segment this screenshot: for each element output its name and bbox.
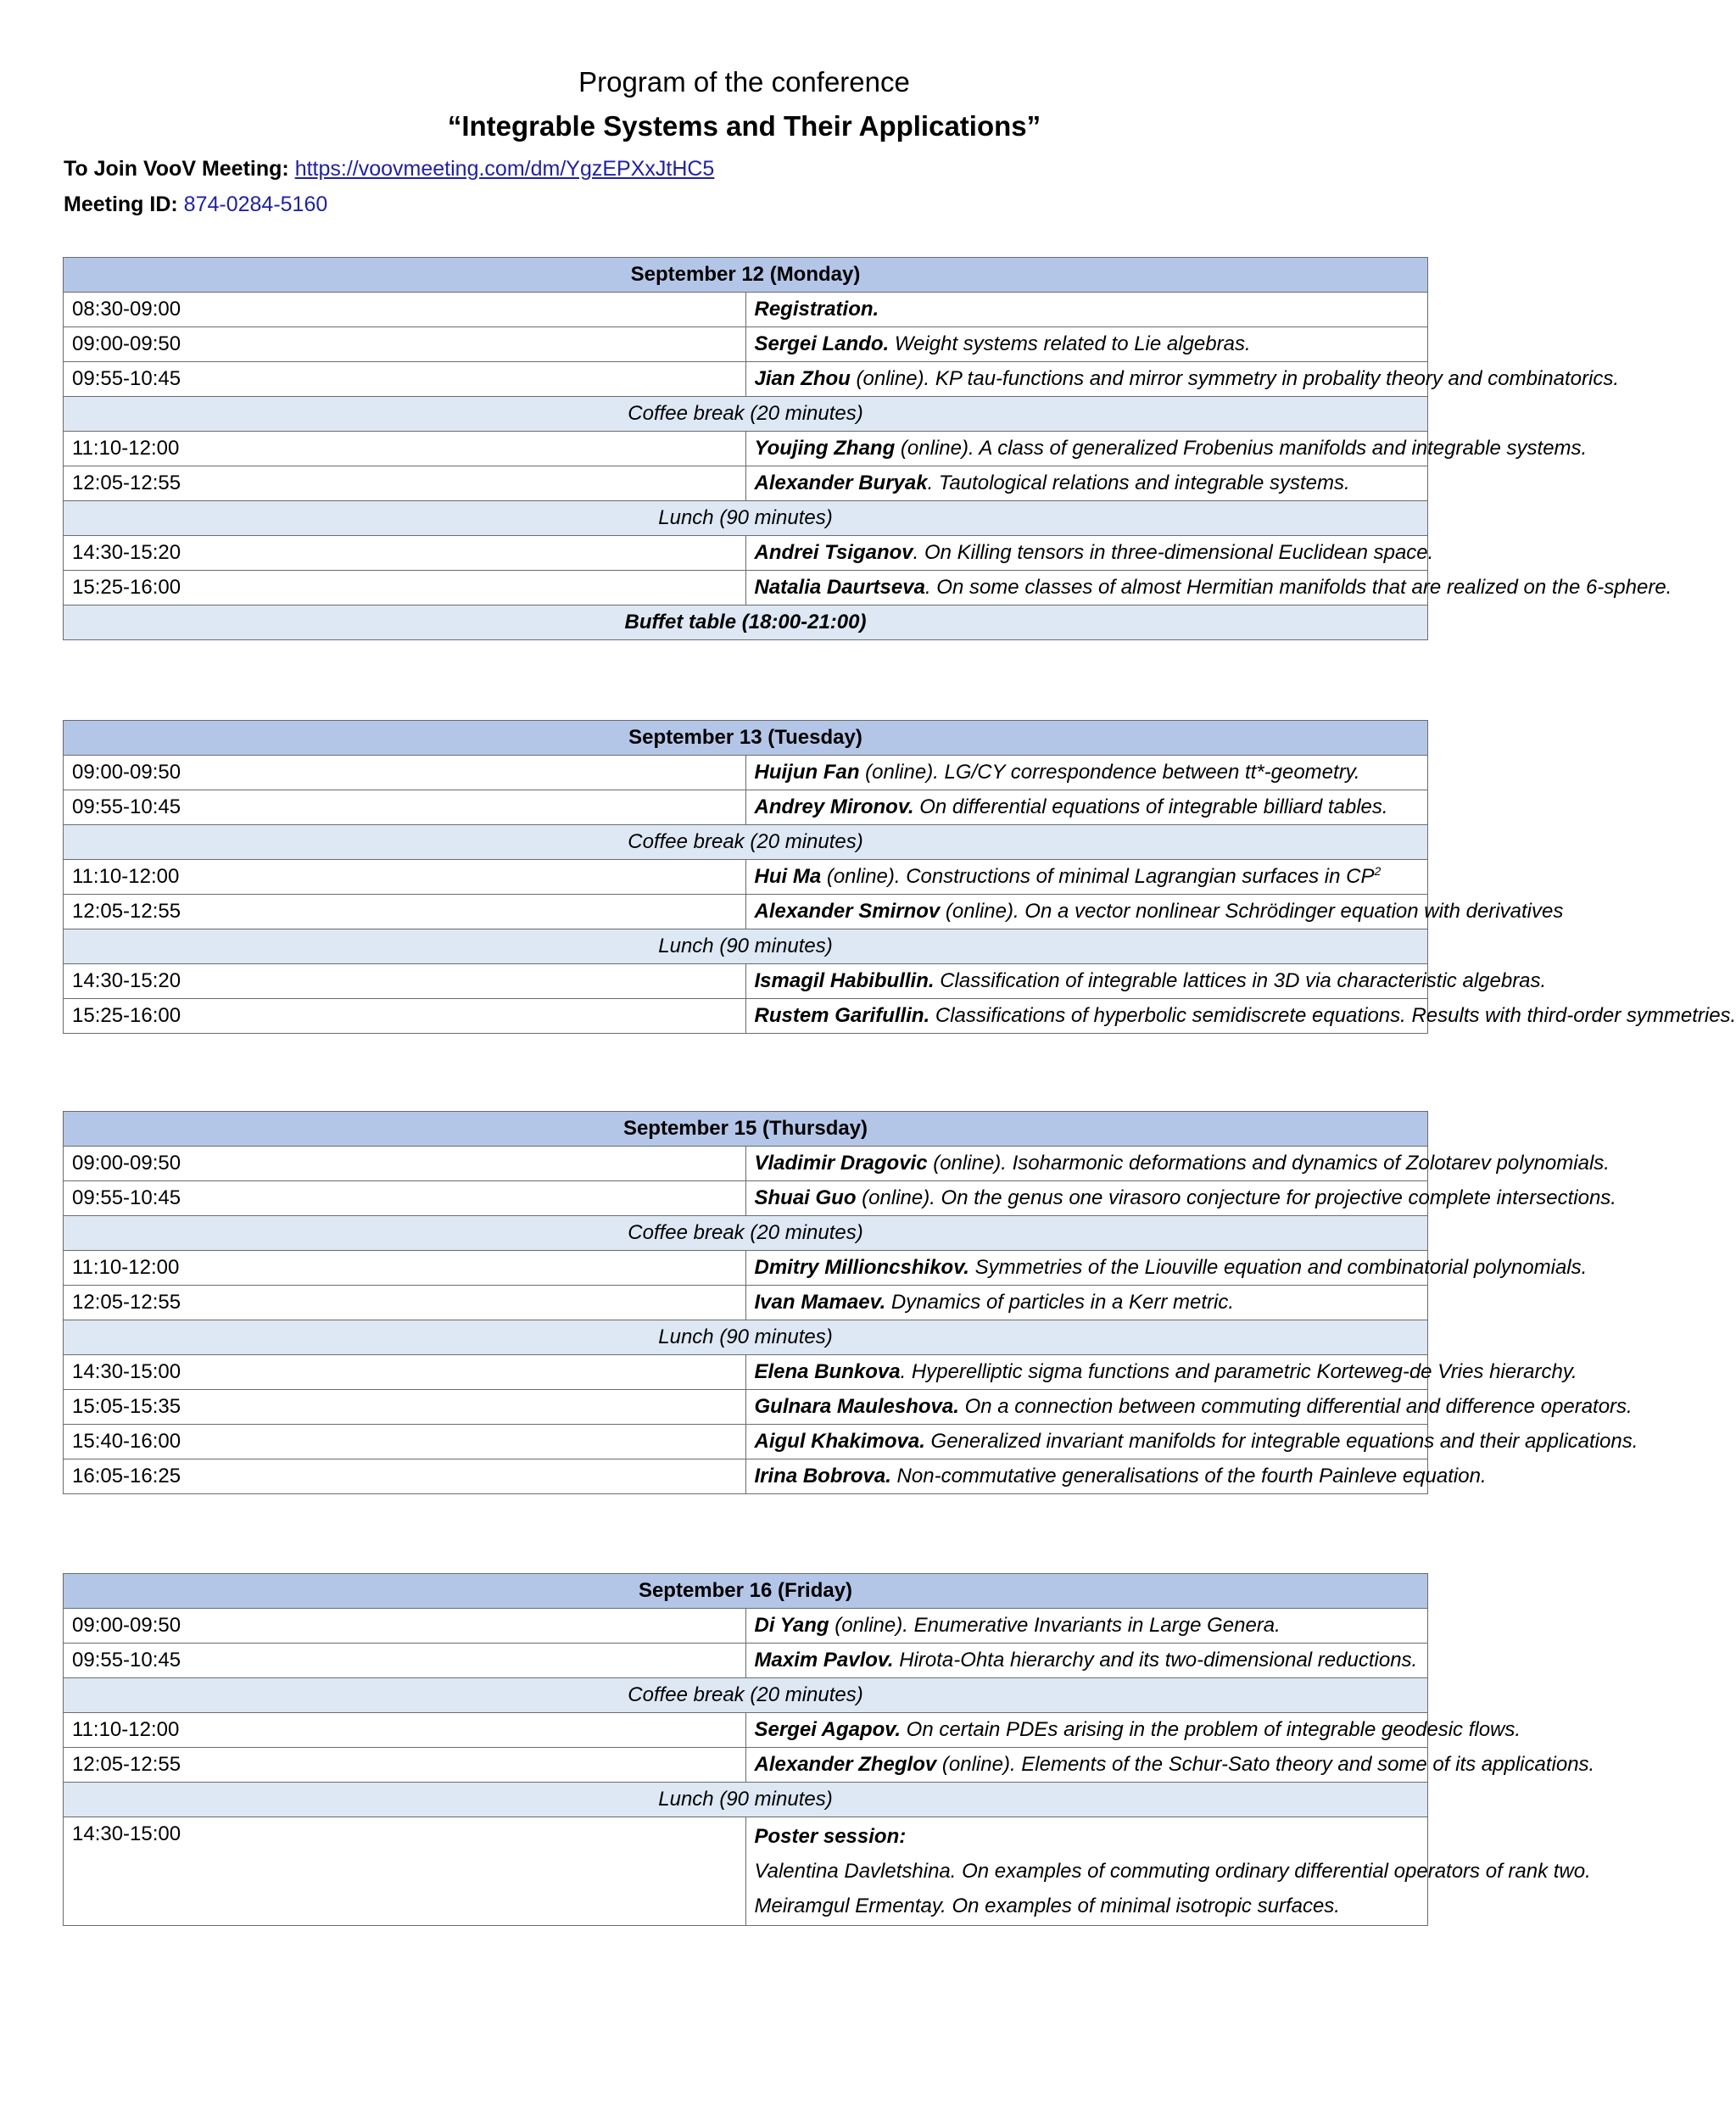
speaker-name: Elena Bunkova [754,1360,901,1383]
talk-title: Non-commutative generalisations of the fourth Painleve equation. [890,1465,1487,1487]
session-time: 15:05-15:35 [64,1390,746,1425]
talk-title: On certain PDEs arising in the problem of integrable geodesic flows. [901,1718,1521,1741]
superscript: 2 [1374,864,1382,878]
session-row [64,466,1428,501]
session-row [64,1748,1428,1783]
session-time: 09:00-09:50 [64,1609,746,1644]
speaker-name: Sergei Lando. [754,332,890,355]
talk-title: LG/CY correspondence between tt*-geometry. [938,761,1360,784]
break-label: Coffee break (20 minutes) [64,397,1428,432]
session-time: 12:05-12:55 [64,1748,746,1783]
schedule-table-sep-13 [63,720,1736,1034]
session-time: 08:30-09:00 [64,293,746,327]
buffet-label: Buffet table (18:00-21:00) [64,606,1428,640]
speaker-name: Registration. [754,298,879,321]
session-time: 15:25-16:00 [64,571,746,606]
speaker-name: Huijun Fan [754,761,860,784]
session-talk [745,1609,1428,1644]
session-time: 11:10-12:00 [64,1251,746,1286]
session-row [64,1713,1428,1748]
session-time: 09:55-10:45 [64,1644,746,1678]
break-row [64,1783,1428,1817]
speaker-name: Rustem Garifullin. [754,1004,930,1027]
session-row [64,999,1428,1034]
break-label: Lunch (90 minutes) [64,1320,1428,1355]
session-row [64,1644,1428,1678]
speaker-name: Alexander Smirnov [754,900,941,923]
break-label: Coffee break (20 minutes) [64,1678,1428,1713]
session-talk [745,1390,1633,1425]
talk-title: Hirota-Ohta hierarchy and its two-dimensional reductions. [893,1649,1418,1671]
speaker-name: Sergei Agapov. [754,1718,901,1741]
day-title: September 16 (Friday) [64,1574,1428,1609]
day-header-row [64,258,1428,293]
session-talk [745,432,1588,466]
session-time: 14:30-15:20 [64,964,746,999]
session-talk [745,790,1428,825]
session-talk [745,1355,1577,1390]
break-row [64,825,1428,860]
talk-title: On a vector nonlinear Schrödinger equation with derivatives [1019,900,1564,923]
speaker-name: Di Yang [754,1614,829,1637]
day-header-row [64,1574,1428,1609]
session-talk [745,1286,1428,1320]
break-label: Coffee break (20 minutes) [64,1216,1428,1251]
speaker-name: Alexander Zheglov [754,1753,937,1776]
talk-title: Classification of integrable lattices in 3D via characteristic algebras. [934,969,1547,992]
break-row [64,1216,1428,1251]
day-title: September 15 (Thursday) [64,1112,1428,1147]
session-row [64,536,1428,571]
session-row [64,1390,1428,1425]
speaker-name: Andrey Mironov. [754,795,914,818]
session-talk [745,1459,1487,1494]
break-label: Coffee break (20 minutes) [64,825,1428,860]
session-time: 09:00-09:50 [64,327,746,362]
session-row [64,1286,1428,1320]
session-talk [745,1181,1616,1216]
session-time: 15:25-16:00 [64,999,746,1034]
buffet-row [64,606,1428,640]
session-talk [745,466,1428,501]
talk-title: Generalized invariant manifolds for integrable equations and their applications. [924,1430,1638,1453]
speaker-name: Ismagil Habibullin. [754,969,935,992]
session-row [64,327,1428,362]
session-time: 09:00-09:50 [64,1147,746,1181]
session-time: 16:05-16:25 [64,1459,746,1494]
session-talk [745,999,1736,1034]
speaker-name: Ivan Mamaev. [754,1291,886,1314]
online-note: (online). [895,437,974,460]
join-meeting-line [64,157,714,181]
session-talk [745,293,1428,327]
session-talk [745,756,1428,790]
speaker-name: Andrei Tsiganov [754,541,913,564]
speaker-name: Gulnara Mauleshova. [754,1395,959,1418]
speaker-name: Alexander Buryak [754,472,928,494]
talk-title: Dynamics of particles in a Kerr metric. [885,1291,1235,1314]
break-label: Lunch (90 minutes) [64,501,1428,536]
session-row [64,1425,1428,1459]
session-time: 09:55-10:45 [64,1181,746,1216]
speaker-name: Vladimir Dragovic [754,1152,928,1175]
session-talk [745,1748,1595,1783]
poster-item: Valentina Davletshina. On examples of commuting ordinary differential operators of rank two. [754,1860,1591,1883]
session-talk [745,1713,1521,1748]
online-note: (online). [821,865,901,888]
talk-title: Constructions of minimal Lagrangian surfaces in CP [900,865,1375,888]
join-meeting-link[interactable]: https://voovmeeting.com/dm/YgzEPXxJtHC5 [294,157,715,181]
session-row [64,1609,1428,1644]
speaker-name: Hui Ma [754,865,822,888]
talk-title: . On Killing tensors in three-dimensional Euclidean space. [913,541,1434,564]
online-note: (online). [940,900,1019,923]
day-title: September 12 (Monday) [64,258,1428,293]
poster-item: Meiramgul Ermentay. On examples of minimal isotropic surfaces. [754,1895,1340,1917]
conference-name: “Integrable Systems and Their Applications” [447,110,1041,142]
session-time: 12:05-12:55 [64,1286,746,1320]
session-talk [745,1251,1588,1286]
speaker-name: Dmitry Millioncshikov. [754,1256,969,1279]
session-row [64,756,1428,790]
talk-title: Weight systems related to Lie algebras. [889,332,1251,355]
day-title: September 13 (Tuesday) [64,721,1428,756]
session-talk [745,1147,1610,1181]
schedule-table-sep-16 [63,1573,1595,1926]
break-row [64,501,1428,536]
speaker-name: Youjing Zhang [754,437,896,460]
session-talk [745,1817,1591,1926]
session-talk [745,362,1619,397]
online-note: (online). [856,1186,935,1209]
session-talk [745,1644,1428,1678]
meeting-id-line [64,193,327,217]
session-talk [745,327,1428,362]
session-time: 11:10-12:00 [64,432,746,466]
talk-title: On the genus one virasoro conjecture for projective complete intersections. [935,1186,1616,1209]
online-note: (online). [859,761,939,784]
speaker-name: Aigul Khakimova. [754,1430,925,1453]
session-time: 09:00-09:50 [64,756,746,790]
online-note: (online). [927,1152,1007,1175]
talk-title: On differential equations of integrable billiard tables. [913,795,1388,818]
speaker-name: Maxim Pavlov. [754,1649,894,1671]
talk-title: Classifications of hyperbolic semidiscrete equations. Results with third-order symmetries. [929,1004,1736,1027]
break-row [64,1320,1428,1355]
session-row [64,571,1428,606]
day-header-row [64,721,1428,756]
schedule-table-sep-15 [63,1111,1638,1494]
session-time: 14:30-15:00 [64,1817,746,1926]
talk-title: . Tautological relations and integrable systems. [927,472,1350,494]
meeting-id-value: 874-0284-5160 [183,193,328,216]
poster-heading: Poster session: [754,1825,907,1848]
talk-title: Isoharmonic deformations and dynamics of Zolotarev polynomials. [1006,1152,1610,1175]
speaker-name: Natalia Daurtseva [754,576,925,599]
session-time: 11:10-12:00 [64,1713,746,1748]
session-talk [745,536,1434,571]
session-time: 11:10-12:00 [64,860,746,895]
join-label: To Join VooV Meeting: [64,157,289,181]
session-row [64,293,1428,327]
session-row [64,1147,1428,1181]
speaker-name: Shuai Guo [754,1186,857,1209]
session-time: 09:55-10:45 [64,790,746,825]
break-row [64,397,1428,432]
session-time: 12:05-12:55 [64,466,746,501]
speaker-name: Jian Zhou [754,367,851,390]
break-label: Lunch (90 minutes) [64,929,1428,964]
session-talk [745,964,1547,999]
online-note: (online). [936,1753,1016,1776]
session-row [64,1181,1428,1216]
session-time: 14:30-15:00 [64,1355,746,1390]
session-time: 14:30-15:20 [64,536,746,571]
session-row [64,432,1428,466]
talk-title: Symmetries of the Liouville equation and combinatorial polynomials. [968,1256,1588,1279]
session-row [64,362,1428,397]
meeting-id-label: Meeting ID: [64,193,178,216]
session-row [64,1251,1428,1286]
session-talk [745,895,1564,929]
session-talk [745,860,1428,895]
break-row [64,1678,1428,1713]
session-row [64,964,1428,999]
session-row [64,860,1428,895]
day-header-row [64,1112,1428,1147]
session-row [64,1459,1428,1494]
session-row [64,790,1428,825]
schedule-table-sep-12 [63,257,1672,640]
online-note: (online). [829,1614,908,1637]
session-time: 15:40-16:00 [64,1425,746,1459]
session-row [64,1817,1428,1926]
session-talk [745,1425,1638,1459]
talk-title: . On some classes of almost Hermitian manifolds that are realized on the 6-sphere. [924,576,1672,599]
online-note: (online). [850,367,930,390]
session-time: 12:05-12:55 [64,895,746,929]
session-time: 09:55-10:45 [64,362,746,397]
page-title: Program of the conference [578,66,910,98]
session-row [64,1355,1428,1390]
session-row [64,895,1428,929]
talk-title: A class of generalized Frobenius manifolds and integrable systems. [974,437,1588,460]
session-talk [745,571,1672,606]
speaker-name: Irina Bobrova. [754,1465,891,1487]
talk-title: Elements of the Schur-Sato theory and some of its applications. [1015,1753,1595,1776]
break-label: Lunch (90 minutes) [64,1783,1428,1817]
talk-title: Enumerative Invariants in Large Genera. [907,1614,1281,1637]
talk-title: On a connection between commuting differential and difference operators. [958,1395,1633,1418]
talk-title: . Hyperelliptic sigma functions and parametric Korteweg-de Vries hierarchy. [900,1360,1577,1383]
break-row [64,929,1428,964]
talk-title: KP tau-functions and mirror symmetry in probality theory and combinatorics. [929,367,1619,390]
